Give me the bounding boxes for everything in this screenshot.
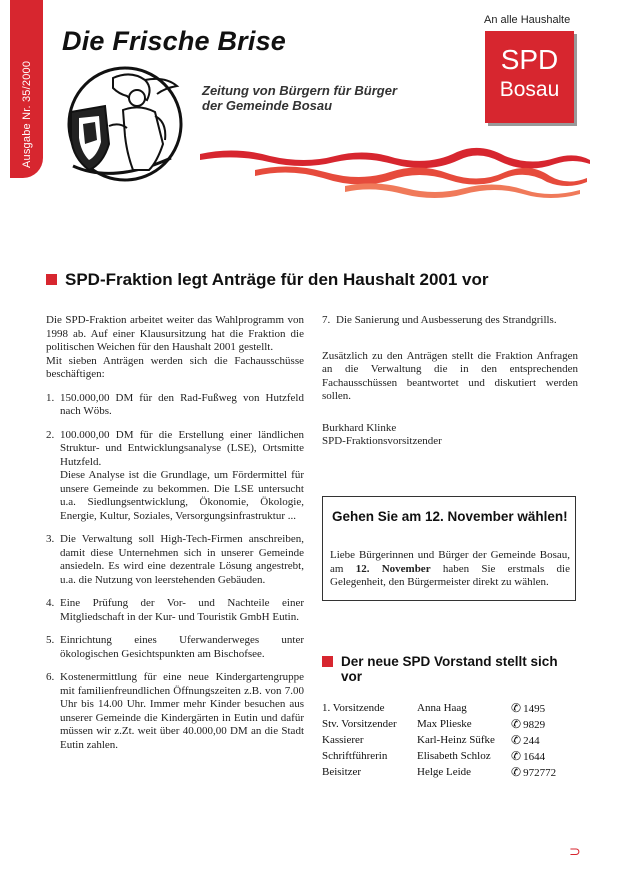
list-item (46, 634, 304, 661)
table-row (322, 765, 556, 781)
phone-icon: ✆ (511, 717, 522, 731)
list-item (46, 533, 304, 587)
phone-icon: ✆ (511, 749, 522, 763)
intro-text: Die SPD-Fraktion arbeitet weiter das Wahlprogramm von 1998 ab. Auf einer Klausursitzung hat die Fraktion die politischen Weichen für den Haushalt 2001 gestellt. (46, 314, 304, 353)
table-row (322, 717, 556, 733)
member-phone (511, 717, 556, 733)
member-name: Max Plieske (417, 718, 472, 730)
member-name: Helge Leide (417, 766, 472, 778)
article-left-column (46, 314, 304, 762)
logo-party: SPD (500, 44, 559, 75)
item-text: Einrichtung eines Uferwanderweges unter ökologischen Gesichtspunkten am Bischofsee. (60, 634, 304, 660)
phone-number: 1644 (523, 751, 546, 763)
author-name: Burkhard Klinke (322, 421, 397, 434)
table-row (322, 749, 556, 765)
board-heading (322, 654, 582, 684)
member-role: 1. Vorsitzende (322, 702, 385, 714)
town-emblem-illustration (53, 66, 183, 191)
board-members-table (322, 701, 556, 781)
item-number: 1. (46, 391, 55, 404)
article-closing: Zusätzlich zu den Anträgen stellt die Fraktion Anfragen an die Verwaltung die in den entsprechenden Fachausschüssen beantwortet und diskutiert werden sollen. (322, 349, 578, 402)
proposal-list (46, 392, 304, 753)
article-right-column (322, 314, 578, 449)
phone-number: 1495 (523, 703, 546, 715)
signature (322, 422, 578, 449)
member-name: Anna Haag (417, 702, 467, 714)
phone-number: 9829 (523, 719, 546, 731)
issue-band (10, 0, 43, 178)
wave-decoration (195, 132, 595, 202)
item-number: 7. (322, 314, 331, 326)
notice-text-part: haben Sie erstmals die Gelegenheit, den Bürgermeister direkt zu wählen. (330, 562, 570, 588)
phone-icon: ✆ (511, 701, 522, 715)
item-extra-text: Diese Analyse ist die Grundlage, um Fördermittel für unsere Gemeinde zu bekommen. Die LSE untersucht u.a. Siedlungsentwicklung, Ökonomie, Ökologie, Energie, Kultur, Soziales, Versorgungsinfrastruktur ... (60, 469, 304, 522)
phone-icon: ✆ (511, 733, 522, 747)
member-role: Beisitzer (322, 766, 362, 778)
notice-date: 12. November (355, 562, 431, 575)
election-notice-text (330, 549, 570, 590)
article-headline (46, 270, 489, 290)
bullet-square-icon (322, 656, 333, 667)
election-notice-title: Gehen Sie am 12. November wählen! (332, 509, 568, 524)
item-number: 2. (46, 428, 55, 441)
audience-label: An alle Haushalte (484, 14, 571, 26)
spd-logo (485, 31, 574, 123)
member-role: Schriftführerin (322, 750, 388, 762)
member-phone (511, 733, 556, 749)
notice-text-part: Liebe Bürgerinnen und Bürger der Gemeinde Bosau, am (330, 549, 570, 575)
member-phone (511, 749, 556, 765)
item-text: 100.000,00 DM für die Erstellung einer ländlichen Struktur- und Entwicklungsanalyse (LSE), Ortsmitte Hutzfeld. (60, 428, 304, 468)
tagline (202, 83, 397, 113)
member-name: Elisabeth Schloz (417, 750, 491, 762)
proposal-list-continued (322, 314, 578, 328)
item-text: Die Sanierung und Ausbesserung des Strandgrills. (336, 314, 557, 326)
item-number: 3. (46, 533, 55, 545)
list-item (46, 597, 304, 624)
phone-icon: ✆ (511, 765, 522, 779)
table-row (322, 733, 556, 749)
item-number: 4. (46, 597, 55, 609)
member-phone (511, 765, 556, 781)
next-page-arrow-icon[interactable]: ⊃ (569, 844, 581, 860)
headline-text: SPD-Fraktion legt Anträge für den Haushalt 2001 vor (65, 270, 489, 289)
item-text: Kostenermittlung für eine neue Kindergartengruppe mit familienfreundlichen Öffnungszeiten z.B. von 7.00 Uhr bis 14.00 Uhr. Immer mehr Kinder besuchen aus unserer Gemeinde die Kindergärten in Eutin und dafür müssen wir z.Zt. weit über 40.000,00 DM an die Stadt Eutin zahlen. (60, 671, 304, 751)
newspaper-title: Die Frische Brise (62, 26, 287, 56)
list-item (46, 392, 304, 419)
tagline-line-1: Zeitung von Bürgern für Bürger (202, 83, 397, 98)
item-text: Die Verwaltung soll High-Tech-Firmen anschreiben, damit diese Unternehmen sich in unserer Gemeinde ansiedeln. Es wird eine dezentrale Lösung angestrebt, u.a. die Nutzung von leerstehenden Gebäuden. (60, 533, 304, 586)
member-role: Stv. Vorsitzender (322, 718, 397, 730)
member-role: Kassierer (322, 734, 364, 746)
list-item (46, 671, 304, 752)
member-name: Karl-Heinz Süfke (417, 734, 495, 746)
list-item (322, 314, 578, 328)
board-heading-text: Der neue SPD Vorstand stellt sich vor (341, 654, 558, 684)
logo-place: Bosau (499, 78, 560, 101)
tagline-line-2: der Gemeinde Bosau (202, 98, 333, 113)
item-number: 5. (46, 634, 55, 646)
table-row (322, 701, 556, 717)
item-text: 150.000,00 DM für den Rad-Fußweg von Hutzfeld nach Wöbs. (60, 391, 304, 417)
issue-number: Ausgabe Nr. 35/2000 (21, 60, 33, 168)
author-role: SPD-Fraktionsvorsitzender (322, 435, 442, 447)
election-notice-box (322, 496, 576, 601)
member-phone (511, 701, 556, 717)
item-text: Eine Prüfung der Vor- und Nachteile einer Mitgliedschaft in der Kur- und Touristik GmbH Eutin. (60, 597, 304, 623)
phone-number: 244 (523, 735, 540, 747)
bullet-square-icon (46, 274, 57, 285)
phone-number: 972772 (523, 767, 557, 779)
item-number: 6. (46, 671, 55, 683)
intro-text-2: Mit sieben Anträgen werden sich die Fachausschüsse beschäftigen: (46, 354, 304, 380)
article-intro (46, 314, 304, 382)
list-item (46, 429, 304, 524)
